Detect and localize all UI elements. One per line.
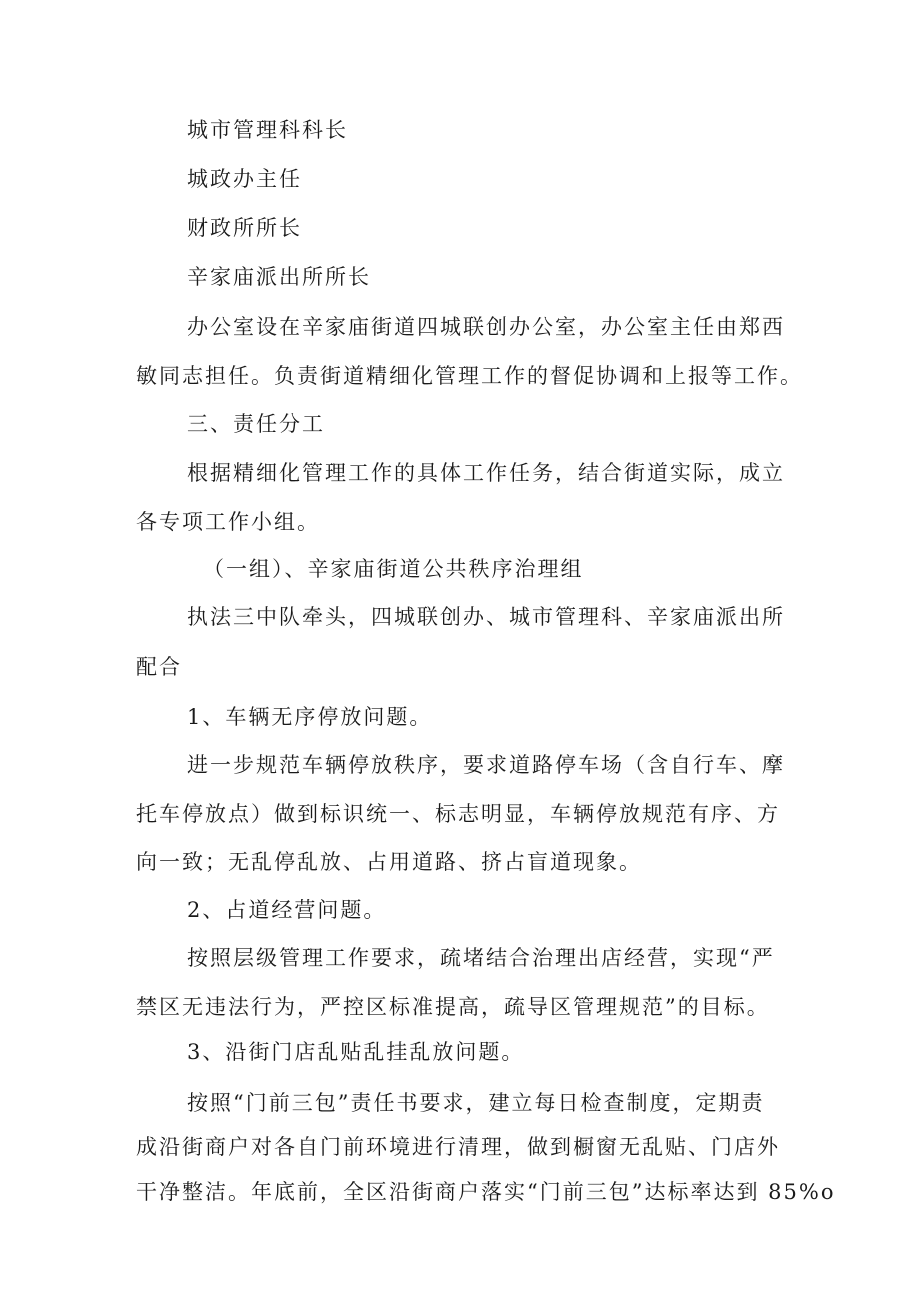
section-intro-line-1: 根据精细化管理工作的具体工作任务，结合街道实际，成立 <box>187 461 785 485</box>
item-2-heading: 2、占道经营问题。 <box>187 898 387 922</box>
office-paragraph-line-2: 敏同志担任。负责街道精细化管理工作的督促协调和上报等工作。 <box>136 364 803 388</box>
item-1-text-line-3: 向一致；无乱停乱放、占用道路、挤占盲道现象。 <box>136 850 642 874</box>
group-lead-line-2: 配合 <box>136 655 182 679</box>
member-line-4: 辛家庙派出所所长 <box>187 265 371 289</box>
item-2-text-line-1: 按照层级管理工作要求，疏堵结合治理出店经营，实现“严 <box>187 946 775 970</box>
item-3-text-line-1: 按照“门前三包”责任书要求，建立每日检查制度，定期责 <box>187 1091 765 1115</box>
section-heading: 三、责任分工 <box>187 412 325 436</box>
item-1-text-line-2: 托车停放点）做到标识统一、标志明显，车辆停放规范有序、方 <box>136 802 780 826</box>
group-heading: （一组）、辛家庙街道公共秩序治理组 <box>203 557 584 581</box>
item-3-text-line-2: 成沿街商户对各自门前环境进行清理，做到橱窗无乱贴、门店外 <box>136 1135 780 1159</box>
member-line-3: 财政所所长 <box>187 216 302 240</box>
member-line-2: 城政办主任 <box>187 167 302 191</box>
section-intro-line-2: 各专项工作小组。 <box>136 510 320 534</box>
item-3-heading: 3、沿街门店乱贴乱挂乱放问题。 <box>187 1040 525 1064</box>
group-lead-line-1: 执法三中队牵头，四城联创办、城市管理科、辛家庙派出所 <box>187 605 785 629</box>
office-paragraph-line-1: 办公室设在辛家庙街道四城联创办公室，办公室主任由郑西 <box>187 315 785 339</box>
item-1-heading: 1、车辆无序停放问题。 <box>187 705 433 729</box>
item-1-text-line-1: 进一步规范车辆停放秩序，要求道路停车场（含自行车、摩 <box>187 753 785 777</box>
item-3-text-line-3: 干净整洁。年底前，全区沿街商户落实“门前三包”达标率达到 85%o <box>136 1180 836 1204</box>
member-line-1: 城市管理科科长 <box>187 118 348 142</box>
item-2-text-line-2: 禁区无违法行为，严控区标准提高，疏导区管理规范”的目标。 <box>136 995 770 1019</box>
